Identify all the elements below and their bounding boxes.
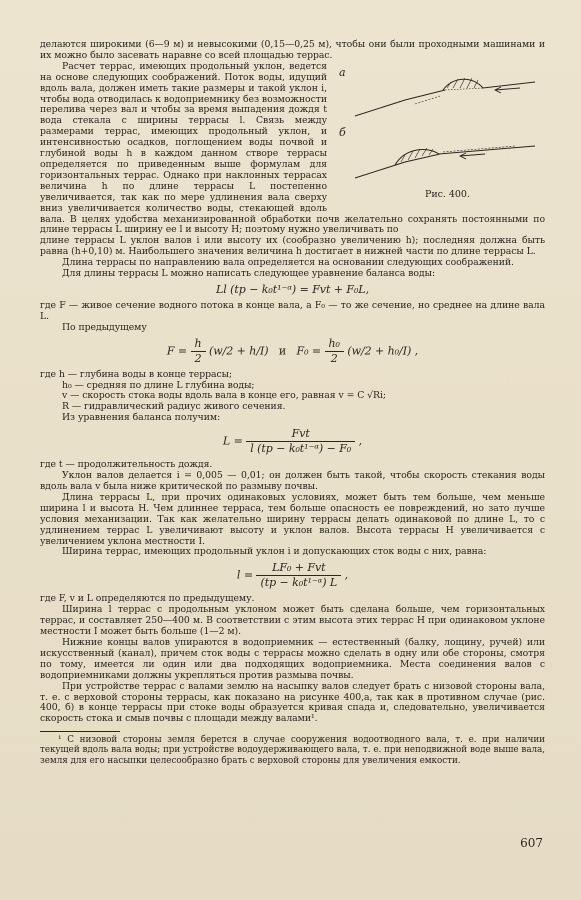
paragraph: Нижние концы валов упираются в водоприемник — естественный (балку, лощину, ручей) или искусственный (канал), причем сток воды с террасы можно сделать в одну или обе стороны, смотря по тому, имеется ли один или два подходящих водоприемника. Места соединения валов с водоприемниками должны укрепляться против размыва почвы. xyxy=(40,636,545,681)
terrace-diagram xyxy=(335,66,545,206)
eq-term: 2 xyxy=(330,351,338,365)
paragraph: где F, v и L определяются по предыдущему. xyxy=(40,593,255,605)
figure-label-a: а xyxy=(339,65,346,79)
eq-term: и xyxy=(278,344,287,358)
eq-term: , xyxy=(358,434,363,448)
fraction xyxy=(191,337,206,366)
figure-400 xyxy=(335,66,545,206)
figure-caption: Рис. 400. xyxy=(425,188,470,200)
paragraph: где t — продолжительность дождя. xyxy=(40,459,213,471)
paragraph: Ширина террас, имеющих продольный уклон i и допускающих сток воды с них, равна: xyxy=(62,546,487,558)
eq-term: Fvt xyxy=(246,427,355,442)
figure-label-b: б xyxy=(339,125,346,139)
paragraph: Из уравнения баланса получим: xyxy=(62,412,221,424)
eq-term: (w/2 + h/I) xyxy=(209,344,269,358)
text-column xyxy=(40,40,545,766)
legend-line: v — скорость стока воды вдоль вала в конце его, равная v = C √Ri; xyxy=(62,390,387,402)
eq-term: l = xyxy=(236,568,254,582)
eq-term: , xyxy=(344,568,349,582)
equation-length xyxy=(40,427,545,456)
eq-term: (tp − k₀t¹⁻ᵅ) L xyxy=(260,576,338,590)
eq-term: F = xyxy=(166,344,188,358)
paragraph: Ширина l террас с продольным уклоном может быть сделана больше, чем горизонтальных террас, и составляет 250—400 м. В соответствии с этим высота этих террас H при одинаковом уклоне местности I может быть больше (1—2 м). xyxy=(40,604,545,638)
paragraph: Расчет террас, имеющих продольный уклон, ведется на основе следующих соображений. Поток воды, идущий вдоль вала, должен иметь такие размеры и такой уклон i, чтобы вода отводилась к водоприемнику без возможности перелива через вал и чтобы за время выпадения дождя t вода стекала с ширины террасы l. Связь между размерами террас, имеющих продольный уклон, и интенсивностью осадков, поглощением воды почвой и глубиной воды h в каждом данном створе террасы определяется по приведенным выше формулам для горизонтальных террас. Однако при наклонных террасах величина h по длине террасы L постепенно увеличивается, так как по мере удлинения вала сверху вниз увеличивается количество воды, стекающей вдоль вала. В целях удобства механизированной обработки почв желательно сохранять постоянными по длине террасы L ширину ее l и высоту H; поэтому нужно увеличивать по xyxy=(40,60,545,236)
page-number: 607 xyxy=(520,836,543,850)
eq-term: LF₀ + Fvt xyxy=(256,561,341,576)
paragraph: Длина террасы L, при прочих одинаковых условиях, может быть тем больше, чем меньше ширина l и высота H. Чем длиннее терраса, тем больше опасность ее повреждений, но зато лучше условия механизации. Так как желательно ширину террасы делать одинаковой по длине L, то с удлинением террас L увеличивают высоту и уклон валов. Высота террасы H увеличивается с увеличением уклона местности I. xyxy=(40,491,545,547)
paragraph: Для длины террасы L можно написать следующее уравнение баланса воды: xyxy=(62,268,436,280)
eq-term: h₀ xyxy=(325,337,344,352)
eq-term: L = xyxy=(222,434,243,448)
footnote-rule xyxy=(40,731,120,732)
fraction xyxy=(246,427,355,456)
paragraph: Уклон валов делается i = 0,005 — 0,01; он должен быть такой, чтобы скорость стекания воды вдоль вала v была ниже критической по размыву почвы. xyxy=(40,470,545,492)
eq-term: F₀ = xyxy=(296,344,322,358)
fraction xyxy=(256,561,341,590)
paragraph: По предыдущему xyxy=(62,321,147,333)
paragraph: длине террасы L уклон валов i или высоту их (сообразно увеличению h); последняя должна быть равна (h+0,10) м. Наибольшего значения величина h достигает в нижней части по длине террасы L. xyxy=(40,235,545,258)
footnote: ¹ С низовой стороны земля берется в случае сооружения водоотводного вала, т. е. при наличии текущей вдоль вала воды; при устройстве водоудерживающего вала, т. е. при неподвижной воде выше вала, земля для его насыпки целесообразно брать с верховой стороны для увеличения емкости. xyxy=(40,735,545,766)
paragraph: делаются широкими (6—9 м) и невысокими (0,15—0,25 м), чтобы они были проходными машинами и их можно было засевать наравне со всей площадью террас. xyxy=(40,39,545,61)
legend-line: h₀ — средняя по длине L глубина воды; xyxy=(62,379,255,391)
eq-term: (w/2 + h₀/I) , xyxy=(347,344,419,358)
eq-term: 2 xyxy=(194,351,202,365)
equation-sections xyxy=(40,337,545,366)
paragraph: где F — живое сечение водного потока в конце вала, а F₀ — то же сечение, но среднее на длине вала L. xyxy=(40,299,545,322)
eq-term: h xyxy=(191,337,206,352)
equation-balance: Ll (tp − k₀t¹⁻ᵅ) = Fvt + F₀L, xyxy=(215,282,370,296)
paragraph: Длина террасы по направлению вала определяется на основании следующих соображений. xyxy=(62,257,514,269)
fraction xyxy=(325,337,344,366)
equation-width xyxy=(40,561,545,590)
legend-line: R — гидравлический радиус живого сечения. xyxy=(62,401,286,413)
eq-term: l (tp − k₀t¹⁻ᵅ) − F₀ xyxy=(250,442,352,456)
paragraph: При устройстве террас с валами землю на насыпку валов следует брать с низовой стороны вала, т. е. с верховой стороны террасы, как показано на рисунке 400,а, так как в противном случае (рис. 400, б) в конце террасы при стоке воды образуется кривая спада и, следовательно, увеличивается скорость стока и смыв почвы с площади между валами¹. xyxy=(40,680,545,725)
legend-line: где h — глубина воды в конце террасы; xyxy=(40,368,233,380)
